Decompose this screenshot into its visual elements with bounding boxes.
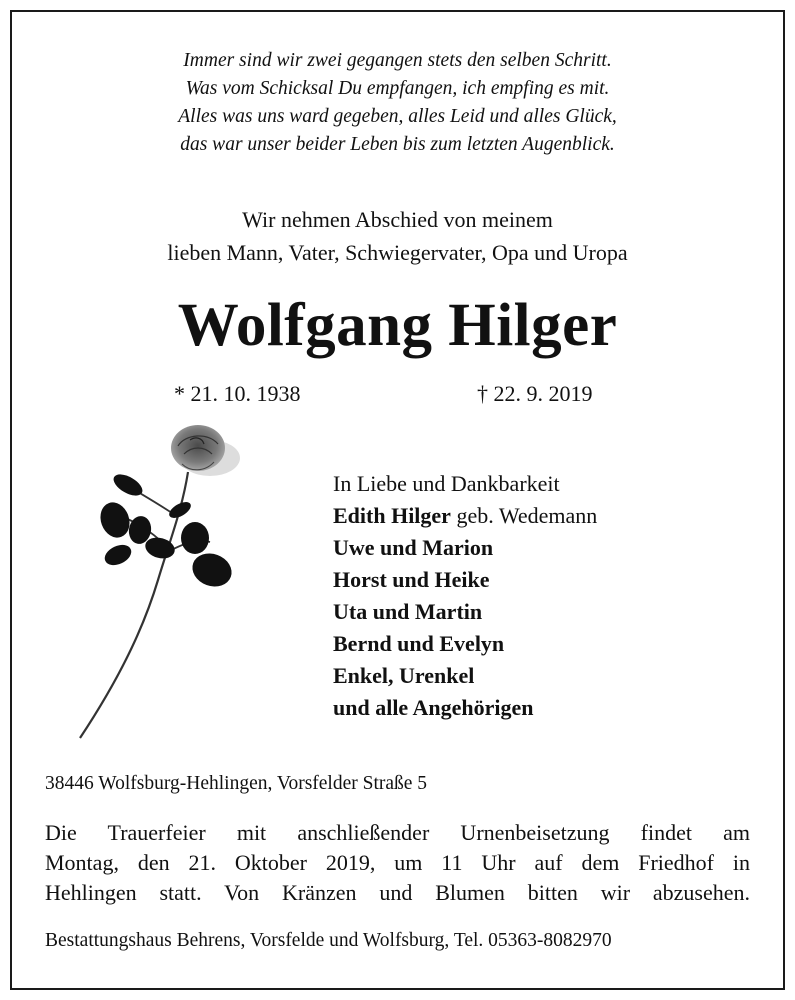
intro-line: Wir nehmen Abschied von meinem — [242, 207, 553, 232]
family-member — [333, 596, 597, 628]
funeral-home: Bestattungshaus Behrens, Vorsfelde und Wolfsburg, Tel. 05363-8082970 — [45, 930, 612, 951]
service-line: Montag, den 21. Oktober 2019, um 11 Uhr auf dem Friedhof in — [45, 850, 750, 875]
member-name: und alle Angehörigen — [333, 695, 534, 720]
member-name: Uwe und Marion — [333, 535, 494, 560]
family-member — [333, 564, 597, 596]
poem-line: das war unser beider Leben bis zum letzten Augenblick. — [180, 134, 615, 155]
family-list — [333, 468, 597, 724]
service-notice — [45, 818, 750, 908]
member-name: Uta und Martin — [333, 599, 483, 624]
family-member — [333, 500, 597, 532]
family-member — [333, 692, 597, 724]
family-member — [333, 628, 597, 660]
poem-line: Alles was uns ward gegeben, alles Leid und alles Glück, — [178, 106, 617, 127]
intro-line: lieben Mann, Vater, Schwiegervater, Opa und Uropa — [167, 240, 628, 265]
death-date: † 22. 9. 2019 — [477, 381, 593, 406]
poem — [0, 47, 795, 159]
service-line: Die Trauerfeier mit anschließender Urnenbeisetzung findet am — [45, 820, 750, 845]
poem-line: Immer sind wir zwei gegangen stets den selben Schritt. — [183, 50, 612, 71]
member-name: Enkel, Urenkel — [333, 663, 475, 688]
family-member — [333, 660, 597, 692]
member-suffix: geb. Wedemann — [450, 503, 598, 528]
member-name: Edith Hilger — [333, 503, 451, 528]
member-name: Horst und Heike — [333, 567, 490, 592]
rose-icon — [70, 420, 260, 745]
family-member — [333, 532, 597, 564]
address: 38446 Wolfsburg-Hehlingen, Vorsfelder Straße 5 — [45, 773, 428, 794]
birth-date: * 21. 10. 1938 — [174, 381, 301, 406]
member-name: Bernd und Evelyn — [333, 631, 505, 656]
family-heading: In Liebe und Dankbarkeit — [333, 471, 560, 496]
service-line: Hehlingen statt. Von Kränzen und Blumen bitten wir abzusehen. — [45, 880, 750, 905]
farewell-intro — [0, 203, 795, 269]
deceased-name: Wolfgang Hilger — [177, 292, 618, 359]
poem-line: Was vom Schicksal Du empfangen, ich empfing es mit. — [185, 78, 610, 99]
